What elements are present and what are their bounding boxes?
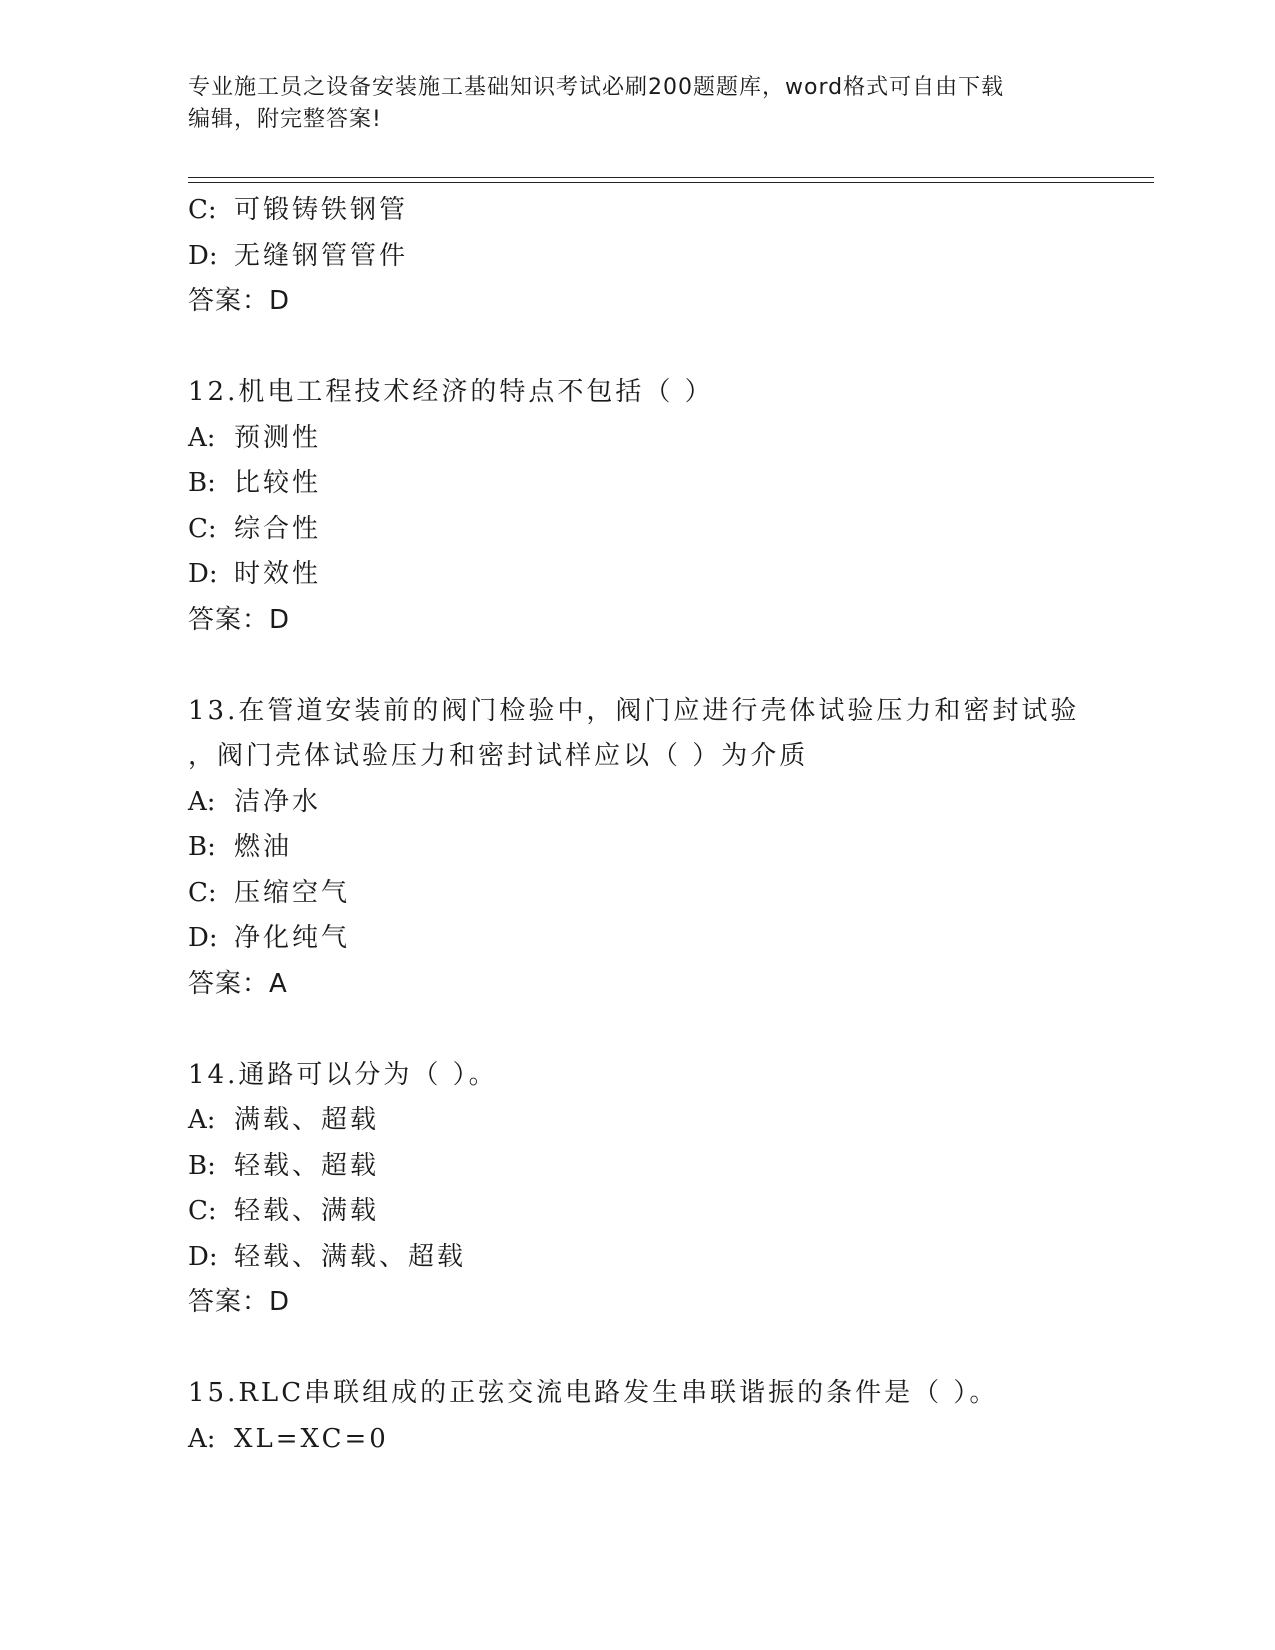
option-d (188, 552, 1154, 598)
option-c (188, 507, 1154, 553)
document-header (188, 72, 1088, 136)
option-key: B: (188, 468, 216, 498)
option-d (188, 1235, 1154, 1281)
option-key: B: (188, 1150, 216, 1181)
option-c (188, 188, 1154, 234)
option-key: B: (188, 832, 216, 862)
option-text: 洁净水 (234, 786, 322, 817)
option-key: A: (188, 422, 216, 453)
question-11-tail (188, 188, 1154, 325)
option-a (188, 1417, 1154, 1463)
question-stem: 14.通路可以分为（ ）。 (188, 1059, 498, 1090)
option-key: D: (188, 1241, 218, 1272)
question-15 (188, 1371, 1154, 1462)
question-list (188, 188, 1154, 1462)
header-divider-bottom (188, 182, 1154, 183)
option-key: A: (188, 1105, 216, 1135)
option-text: 综合性 (234, 513, 322, 544)
option-key: D: (188, 240, 218, 271)
option-text: 压缩空气 (234, 877, 351, 908)
option-d (188, 916, 1154, 962)
answer-line: 答案：D (188, 604, 291, 635)
question-14 (188, 1053, 1154, 1326)
option-text: 比较性 (234, 468, 322, 498)
spacer (188, 325, 1154, 371)
spacer (188, 1326, 1154, 1372)
option-key: C: (188, 877, 217, 908)
header-divider-top (188, 177, 1154, 178)
option-key: C: (188, 513, 217, 544)
option-b (188, 825, 1154, 871)
option-text: 轻载、超载 (234, 1150, 380, 1181)
question-stem: 12.机电工程技术经济的特点不包括（ ） (188, 377, 714, 407)
spacer (188, 643, 1154, 689)
option-key: C: (188, 195, 217, 225)
option-key: D: (188, 559, 218, 589)
option-d (188, 234, 1154, 280)
option-a (188, 416, 1154, 462)
answer-line: 答案：D (188, 286, 291, 316)
option-text: 预测性 (234, 422, 322, 453)
option-text: 轻载、满载、超载 (234, 1241, 467, 1272)
option-text: 燃油 (234, 832, 293, 862)
option-text: 轻载、满载 (234, 1196, 380, 1226)
option-a (188, 1098, 1154, 1144)
question-12 (188, 370, 1154, 643)
option-text: 满载、超载 (234, 1105, 380, 1135)
option-b (188, 1144, 1154, 1190)
option-text: 可锻铸铁钢管 (234, 195, 409, 225)
option-key: A: (188, 1423, 216, 1454)
option-text: XL=XC=0 (234, 1423, 389, 1454)
option-c (188, 871, 1154, 917)
option-text: 无缝钢管管件 (234, 240, 409, 271)
spacer (188, 1007, 1154, 1053)
answer-line: 答案：A (188, 968, 288, 999)
option-key: A: (188, 786, 216, 817)
question-stem-line-1: 13.在管道安装前的阀门检验中，阀门应进行壳体试验压力和密封试验 (188, 695, 1080, 726)
header-title-line-2: 编辑，附完整答案! (188, 107, 382, 132)
option-c (188, 1189, 1154, 1235)
question-stem-line-2: ，阀门壳体试验压力和密封试样应以（ ）为介质 (188, 741, 809, 771)
answer-line: 答案：D (188, 1287, 291, 1317)
question-13 (188, 689, 1154, 1008)
option-b (188, 461, 1154, 507)
option-a (188, 780, 1154, 826)
option-key: C: (188, 1196, 217, 1226)
option-key: D: (188, 923, 218, 953)
option-text: 时效性 (234, 559, 322, 589)
header-title-line-1: 专业施工员之设备安装施工基础知识考试必刷200题题库，word格式可自由下载 (188, 75, 1005, 100)
question-stem: 15.RLC串联组成的正弦交流电路发生串联谐振的条件是（ ）。 (188, 1378, 999, 1408)
option-text: 净化纯气 (234, 923, 351, 953)
